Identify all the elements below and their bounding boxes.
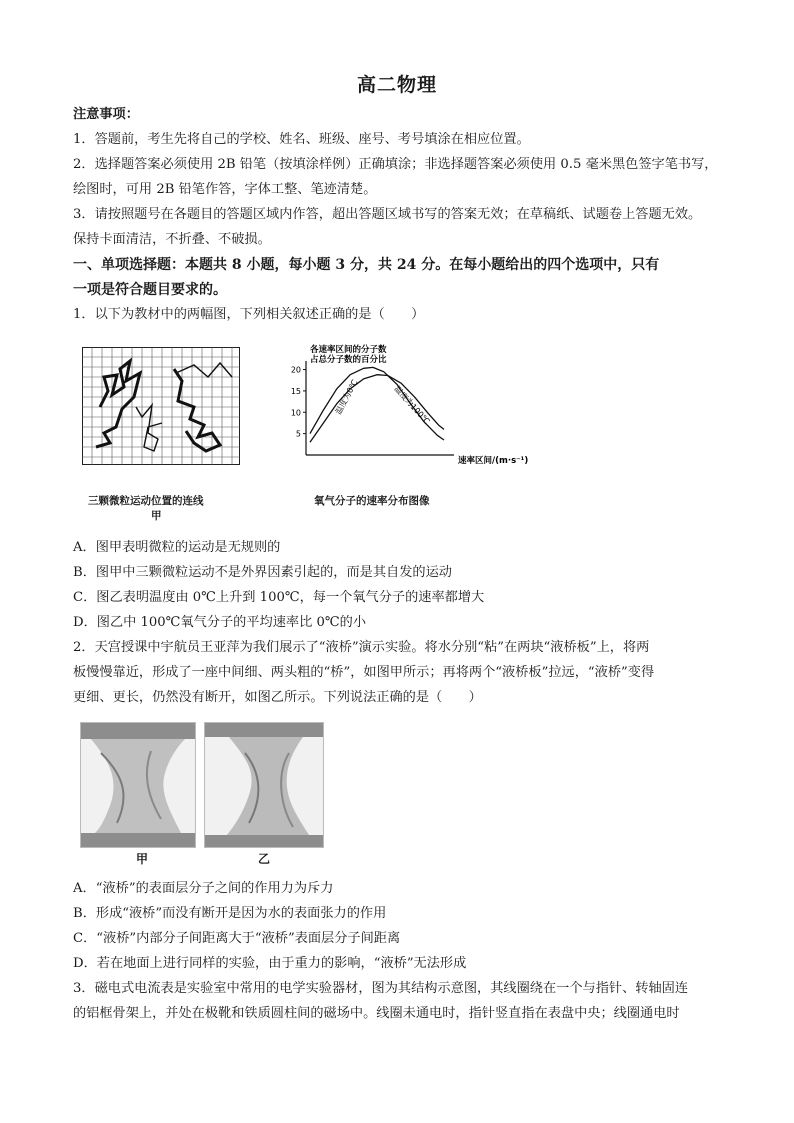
section-heading: 一项是符合题目要求的。 xyxy=(73,282,227,298)
q1-option-b: B．图甲中三颗微粒运动不是外界因素引起的，而是其自发的运动 xyxy=(73,565,452,580)
y-tick-label: 20 xyxy=(290,365,301,375)
q2-option-d: D．若在地面上进行同样的实验，由于重力的影响，“液桥”无法形成 xyxy=(73,956,467,971)
chart-ylabel-line1: 各速率区间的分子数 xyxy=(310,345,387,355)
figure-right-caption: 氧气分子的速率分布图像 xyxy=(314,495,430,507)
question-3-stem: 3．磁电式电流表是实验室中常用的电学实验器材，图为其结构示意图，其线圈绕在一个与指针、转轴固连 xyxy=(73,981,689,996)
q1-option-a: A．图甲表明微粒的运动是无规则的 xyxy=(73,540,281,555)
notice-line: 绘图时，可用 2B 铅笔作答，字体工整、笔迹清楚。 xyxy=(73,182,377,197)
question-1-stem: 1．以下为教材中的两幅图，下列相关叙述正确的是（ ） xyxy=(73,307,425,322)
q1-option-c: C．图乙表明温度由 0℃上升到 100℃，每一个氧气分子的速率都增大 xyxy=(73,590,485,605)
y-tick-label: 15 xyxy=(290,386,301,396)
notice-line: 3．请按照题号在各题目的答题区域内作答，超出答题区域书写的答案无效；在草稿纸、试题卷上答题无效。 xyxy=(73,207,702,222)
notice-heading: 注意事项： xyxy=(73,107,139,122)
liquid-bridge-photo-a xyxy=(80,722,196,848)
figure-left-caption: 三颗微粒运动位置的连线 xyxy=(88,495,204,507)
chart-xlabel: 速率区间/(m·s⁻¹) xyxy=(458,456,529,466)
figure-left-label: 甲 xyxy=(151,510,162,522)
photo-label-right: 乙 xyxy=(258,852,271,866)
liquid-bridge-photo-b xyxy=(204,722,324,848)
curve-label-100c: 温度为100℃ xyxy=(392,384,432,427)
section-heading: 一、单项选择题：本题共 8 小题，每小题 3 分，共 24 分。在每小题给出的四个选项中，只有 xyxy=(73,257,660,273)
speed-distribution-chart xyxy=(292,341,554,473)
question-2-stem: 板慢慢靠近，形成了一座中间细、两头粗的“桥”，如图甲所示；再将两个“液桥板”拉远，“液桥”变得 xyxy=(73,665,655,680)
q2-option-b: B．形成“液桥”而没有断开是因为水的表面张力的作用 xyxy=(73,906,387,921)
curve-label-0c: 温度为0℃ xyxy=(333,378,360,416)
q2-option-a: A．“液桥”的表面层分子之间的作用力为斥力 xyxy=(73,881,334,896)
notice-line: 1．答题前，考生先将自己的学校、姓名、班级、座号、考号填涂在相应位置。 xyxy=(73,132,530,147)
question-2-stem: 2．天宫授课中宇航员王亚萍为我们展示了“液桥”演示实验。将水分别“粘”在两块“液桥板”上，将两 xyxy=(73,640,650,655)
question-2-stem: 更细、更长，仍然没有断开，如图乙所示。下列说法正确的是（ ） xyxy=(73,690,482,705)
page-title: 高二物理 xyxy=(356,74,437,96)
series-line-100c xyxy=(310,375,444,443)
y-tick-label: 5 xyxy=(295,429,301,439)
particle-trace-figure xyxy=(82,347,240,465)
question-3-stem: 的铝框骨架上，并处在极靴和铁质圆柱间的磁场中。线圈未通电时，指针竖直指在表盘中央；线圈通电时 xyxy=(73,1006,680,1021)
q1-option-d: D．图乙中 100℃氧气分子的平均速率比 0℃的小 xyxy=(73,615,367,630)
notice-line: 2．选择题答案必须使用 2B 铅笔（按填涂样例）正确填涂；非选择题答案必须使用 0.5 毫米黑色签字笔书写， xyxy=(73,157,718,172)
chart-ylabel-line2: 占总分子数的百分比 xyxy=(310,355,387,365)
series-line-0c xyxy=(310,367,444,440)
notice-line: 保持卡面清洁，不折叠、不破损。 xyxy=(73,232,271,247)
photo-label-left: 甲 xyxy=(136,852,149,866)
q2-option-c: C．“液桥”内部分子间距离大于“液桥”表面层分子间距离 xyxy=(73,931,401,946)
y-tick-label: 10 xyxy=(290,408,301,418)
